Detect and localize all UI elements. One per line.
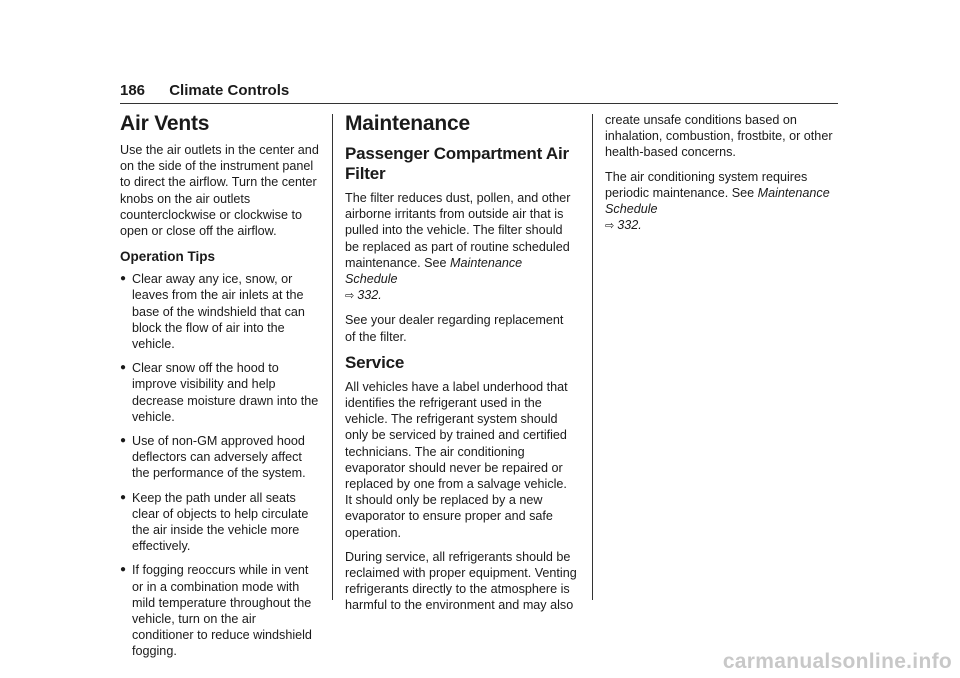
service-paragraph-2: During service, all refrigerants should be reclaimed with proper equipment. Venting refrigerants directly to the atmosphere is harmful to the environment and may also <box>345 549 577 613</box>
list-item <box>120 490 320 555</box>
page-reference <box>345 287 577 304</box>
bullet-icon: ● <box>120 491 127 503</box>
dealer-text: See your dealer regarding replacement of the filter. <box>345 313 564 344</box>
maintenance-schedule-link[interactable]: Maintenance Schedule <box>605 185 830 217</box>
column-divider <box>592 114 593 600</box>
tip-text: Clear away any ice, snow, or leaves from the air inlets at the base of the windshield that can block the flow of air into the vehicle. <box>132 272 305 352</box>
operation-tips-heading: Operation Tips <box>120 249 216 265</box>
page-header <box>120 83 838 104</box>
arrow-icon: ⇨ <box>345 290 355 303</box>
column-divider <box>332 114 333 600</box>
bullet-icon: ● <box>120 273 127 285</box>
tip-text: Keep the path under all seats clear of objects to help circulate the air inside the vehicle more effectively. <box>132 490 309 554</box>
ac-maintenance-body: The air conditioning system requires periodic maintenance. See <box>605 169 808 200</box>
air-filter-text <box>345 190 577 287</box>
page-ref-number[interactable]: 332. <box>357 288 382 303</box>
bullet-icon: ● <box>120 362 127 374</box>
arrow-icon: ⇨ <box>605 220 615 233</box>
operation-tips-list <box>120 271 320 659</box>
list-item <box>120 562 320 659</box>
air-vents-heading: Air Vents <box>120 112 210 135</box>
air-vents-intro: Use the air outlets in the center and on the side of the instrument panel to direct the airflow. Turn the center knobs on the air outlets counterclockwise or clockwise to open or close off the airflow. <box>120 143 319 239</box>
ac-maintenance-text <box>605 169 837 218</box>
watermark: carmanualsonline.info <box>722 650 952 673</box>
tip-text: Clear snow off the hood to improve visibility and help decrease moisture drawn into the vehicle. <box>132 361 319 424</box>
column-continued <box>605 112 837 242</box>
column-maintenance <box>345 112 577 622</box>
bullet-icon: ● <box>120 435 127 447</box>
air-filter-body: The filter reduces dust, pollen, and other airborne irritants from outside air that is pulled into the vehicle. The filter should be replaced as part of routine scheduled maintenance. See <box>345 191 571 270</box>
page-number: 186 <box>120 82 146 99</box>
continued-text: create unsafe conditions based on inhalation, combustion, frostbite, or other health-based concerns. <box>605 113 833 160</box>
tip-text: Use of non-GM approved hood deflectors can adversely affect the performance of the system. <box>132 434 306 481</box>
air-filter-heading: Passenger Compartment Air Filter <box>345 144 569 183</box>
maintenance-schedule-link[interactable]: Maintenance Schedule <box>345 255 523 287</box>
tip-text: If fogging reoccurs while in vent or in a combination mode with mild temperature throughout the vehicle, turn on the air conditioner to reduce windshield fogging. <box>132 563 312 659</box>
maintenance-heading: Maintenance <box>345 112 470 135</box>
list-item <box>120 360 320 425</box>
service-heading: Service <box>345 352 405 372</box>
section-title: Climate Controls <box>169 82 290 99</box>
list-item <box>120 433 320 482</box>
page-reference <box>605 217 837 234</box>
service-paragraph-1: All vehicles have a label underhood that identifies the refrigerant used in the vehicle. The refrigerant system should only be serviced by trained and certified technicians. The air conditioning evaporator should never be repaired or replaced by one from a salvage vehicle. It should only be replaced by a new evaporator to ensure proper and safe operation. <box>345 379 568 540</box>
page-ref-number[interactable]: 332. <box>617 218 642 233</box>
column-air-vents <box>120 112 320 668</box>
bullet-icon: ● <box>120 564 127 576</box>
list-item <box>120 271 320 352</box>
